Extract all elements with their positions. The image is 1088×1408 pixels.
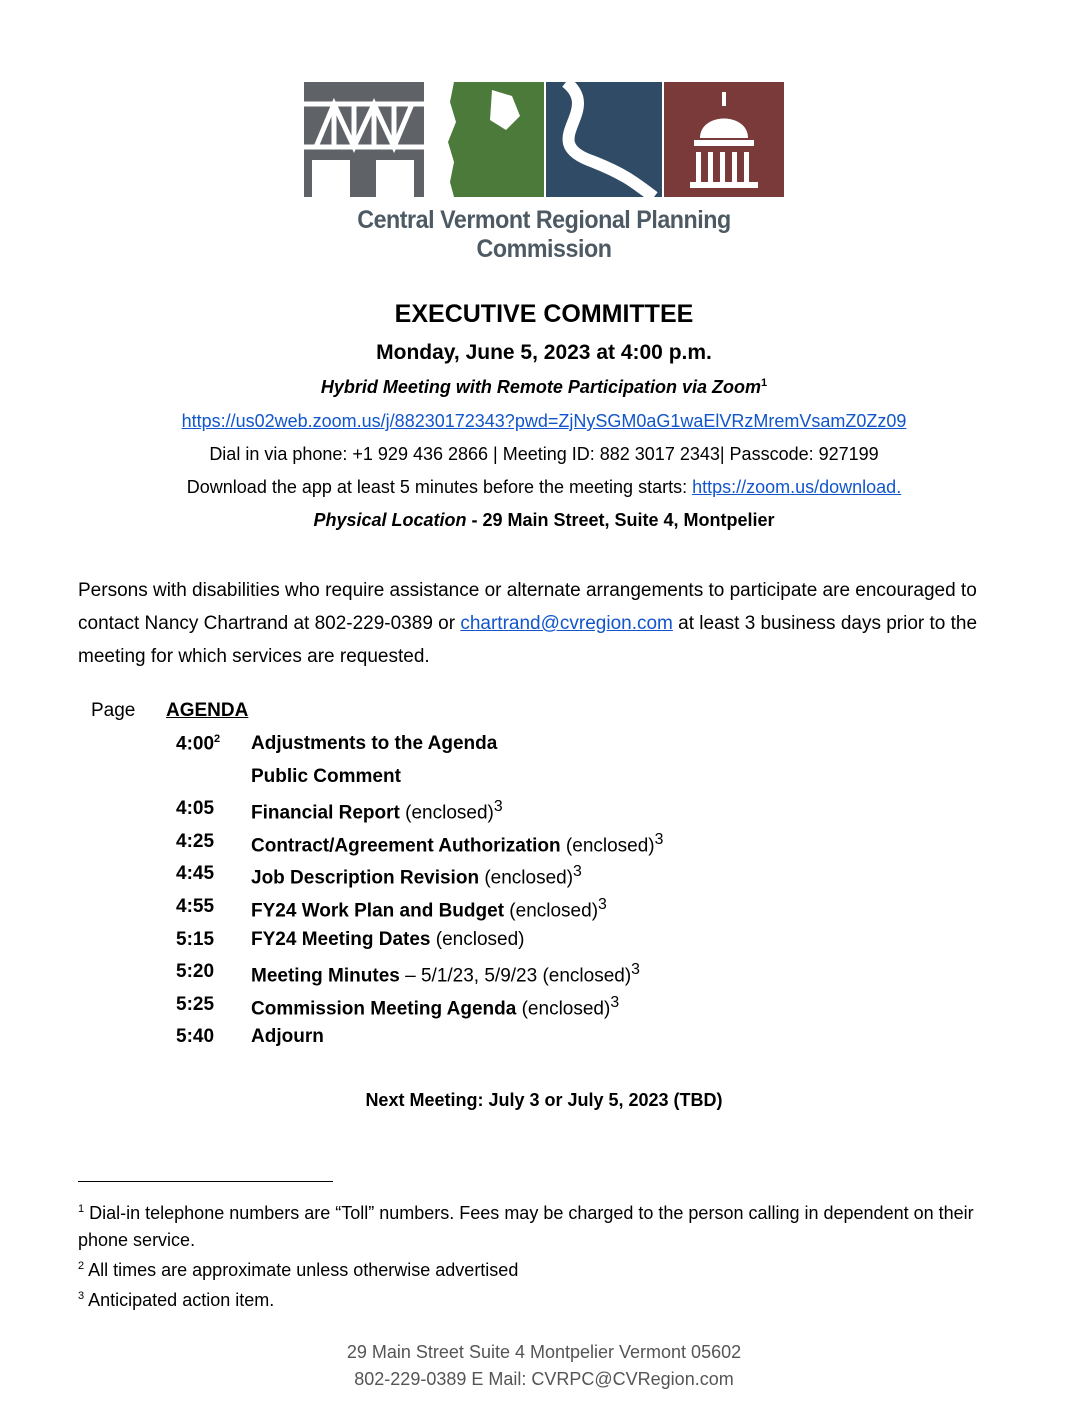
agenda-item	[0, 863, 1088, 896]
agenda-item-title: Meeting Minutes	[251, 965, 400, 987]
agenda-item-time	[176, 994, 214, 1016]
logo-organization-name: Central Vermont Regional Planning Commission	[357, 206, 731, 263]
meeting-date: Monday, June 5, 2023 at 4:00 p.m.	[376, 341, 712, 364]
physical-address: - 29 Main Street, Suite 4, Montpelier	[466, 510, 775, 530]
footnote-3	[78, 1283, 978, 1314]
agenda-item-time	[176, 733, 220, 755]
cvrpc-logo	[304, 82, 784, 263]
accessibility-text-before: Persons with disabilities who require assistance or alternate arrangements to participate are encouraged to contact Nancy Chartrand at 802-229-0389 or	[78, 580, 977, 634]
agenda-item-title: Job Description Revision	[251, 867, 480, 889]
agenda-time-text: 4:45	[176, 863, 215, 885]
agenda-time-text: 5:25	[176, 993, 215, 1015]
physical-location-line	[40, 510, 1048, 531]
page-column-label: Page	[91, 700, 136, 721]
agenda-item-title: Adjustments to the Agenda	[251, 733, 498, 754]
footnote-ref: 3	[654, 830, 664, 848]
agenda-item-note: (enclosed)	[479, 867, 574, 889]
agenda-item-title: Contract/Agreement Authorization	[251, 835, 561, 857]
agenda-item-time	[176, 863, 214, 885]
agenda-item-note: (enclosed)	[399, 802, 494, 824]
agenda-item-time	[176, 798, 214, 820]
agenda-item-content	[251, 831, 663, 857]
footnote-text: Dial-in telephone numbers are “Toll” numbers. Fees may be charged to the person calling in dependent on their phone service.	[78, 1203, 974, 1250]
next-meeting: Next Meeting: July 3 or July 5, 2023 (TBD)	[365, 1090, 723, 1110]
agenda-item-title: Financial Report	[251, 802, 400, 824]
contact-email-link[interactable]: chartrand@cvregion.com	[460, 613, 673, 634]
hybrid-text: Hybrid Meeting with Remote Participation via Zoom	[320, 377, 761, 397]
agenda-item	[0, 929, 1088, 962]
agenda-item-content	[251, 733, 497, 755]
accessibility-notice	[78, 574, 1028, 673]
footnote-1	[78, 1196, 978, 1254]
download-line	[40, 477, 1048, 498]
dial-in-info: Dial in via phone: +1 929 436 2866 | Meeting ID: 882 3017 2343| Passcode: 927199	[209, 444, 879, 464]
agenda-item-time	[176, 896, 214, 918]
agenda-item-note: (enclosed)	[430, 928, 525, 950]
footnote-number: 1	[78, 1203, 85, 1215]
agenda-item	[0, 1026, 1088, 1059]
agenda-time-text: 5:40	[176, 1026, 215, 1048]
agenda-item-content	[251, 798, 503, 824]
agenda-item-note: (enclosed)	[504, 900, 599, 922]
agenda-time-text: 5:15	[176, 928, 215, 950]
agenda-item-time	[176, 831, 214, 853]
hybrid-meeting-line	[40, 377, 1048, 398]
agenda-item-content	[251, 863, 582, 889]
agenda-time-text: 4:25	[176, 830, 215, 852]
agenda-item-note: (enclosed)	[516, 998, 611, 1020]
footnote-text: Anticipated action item.	[84, 1290, 275, 1310]
agenda-item-title: Public Comment	[251, 765, 401, 787]
zoom-link-line	[40, 411, 1048, 432]
footnote-text: All times are approximate unless otherwise advertised	[84, 1260, 519, 1280]
agenda-item	[0, 733, 1088, 766]
page-title: EXECUTIVE COMMITTEE	[394, 300, 694, 328]
footnote-ref: 1	[760, 377, 768, 389]
logo-mark	[304, 82, 784, 197]
agenda-time-text: 4:55	[176, 896, 215, 917]
agenda-item	[0, 766, 1088, 799]
agenda-item-title: Commission Meeting Agenda	[251, 998, 517, 1020]
agenda-item-time	[176, 929, 214, 951]
agenda-item-content	[251, 994, 619, 1020]
agenda-item-time	[176, 1026, 214, 1048]
agenda-item-content	[251, 1026, 324, 1048]
agenda-item-content	[251, 929, 525, 951]
physical-location-label: Physical Location	[313, 510, 467, 530]
agenda-item-note: – 5/1/23, 5/9/23 (enclosed)	[399, 965, 632, 987]
footnote-ref: 3	[598, 896, 607, 913]
zoom-meeting-link[interactable]: https://us02web.zoom.us/j/88230172343?pwd=ZjNySGM0aG1waElVRzMremVsamZ0Zz09	[181, 411, 907, 431]
zoom-download-link[interactable]: https://zoom.us/download.	[692, 477, 902, 497]
agenda-item-title: FY24 Work Plan and Budget	[251, 900, 505, 922]
agenda-item	[0, 961, 1088, 994]
agenda-item	[0, 831, 1088, 864]
footnote-number: 2	[78, 1260, 85, 1272]
agenda-item	[0, 896, 1088, 929]
footnote-2	[78, 1253, 978, 1284]
footnote-ref: 3	[610, 993, 620, 1011]
agenda-item	[0, 798, 1088, 831]
agenda-item-title: FY24 Meeting Dates	[251, 928, 431, 950]
footer-address: 29 Main Street Suite 4 Montpelier Vermont 05602	[346, 1342, 742, 1362]
agenda-item	[0, 994, 1088, 1027]
agenda-item-content	[251, 766, 401, 788]
agenda-time-text: 4:00	[176, 733, 215, 755]
footnote-ref: 3	[493, 798, 503, 816]
footnote-ref: 3	[631, 961, 640, 979]
agenda-time-text: 4:05	[176, 798, 215, 820]
agenda-item-note: (enclosed)	[560, 835, 655, 857]
download-text: Download the app at least 5 minutes before the meeting starts:	[186, 477, 693, 497]
accessibility-text-after: at least 3 business days prior to the meeting for which services are requested.	[78, 613, 978, 667]
agenda-heading: AGENDA	[166, 700, 249, 721]
footer-contact: 802-229-0389 E Mail: CVRPC@CVRegion.com	[354, 1369, 734, 1389]
agenda-item-title: Adjourn	[251, 1026, 324, 1048]
agenda-item-content	[251, 896, 607, 922]
agenda-item-time	[176, 961, 214, 983]
agenda-item-content	[251, 961, 640, 987]
agenda-time-text: 5:20	[176, 961, 215, 983]
footnote-divider	[78, 1181, 333, 1182]
footnote-number: 3	[78, 1290, 85, 1302]
footnote-ref: 2	[214, 733, 221, 745]
footnote-ref: 3	[573, 863, 582, 881]
